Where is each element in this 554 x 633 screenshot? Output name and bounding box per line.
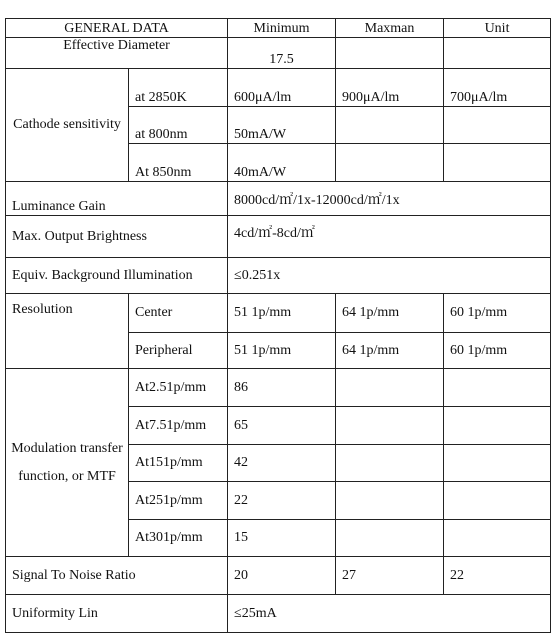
- resolution-min: 51 1p/mm: [228, 333, 336, 369]
- mtf-min: 22: [228, 482, 336, 520]
- luminance-gain-label: Luminance Gain: [6, 182, 228, 216]
- cathode-condition: at 2850K: [129, 69, 228, 107]
- mtf-frequency: At301p/mm: [129, 520, 228, 557]
- max-output-label: Max. Output Brightness: [6, 216, 228, 258]
- mtf-min: 15: [228, 520, 336, 557]
- snr-label: Signal To Noise Ratio: [6, 557, 228, 595]
- cathode-unit: [444, 144, 551, 182]
- cathode-unit: 700μA/lm: [444, 69, 551, 107]
- cathode-condition: At 850nm: [129, 144, 228, 182]
- effective-diameter-label: Effective Diameter: [6, 38, 228, 69]
- cathode-min: 600μA/lm: [228, 69, 336, 107]
- mtf-frequency: At2.51p/mm: [129, 369, 228, 407]
- mtf-frequency: At7.51p/mm: [129, 407, 228, 445]
- mtf-min: 86: [228, 369, 336, 407]
- cathode-min: 50mA/W: [228, 107, 336, 144]
- uniformity-row: [6, 595, 551, 633]
- uniformity-value: ≤25mA: [228, 595, 551, 633]
- mtf-unit: [444, 369, 551, 407]
- cathode-unit: [444, 107, 551, 144]
- max-output-value: 4cd/㎡-8cd/㎡: [228, 216, 551, 258]
- header-minimum: Minimum: [228, 19, 336, 38]
- resolution-label: Resolution: [6, 294, 129, 369]
- effective-diameter-unit: [444, 38, 551, 69]
- resolution-max: 64 1p/mm: [336, 333, 444, 369]
- mtf-frequency: At151p/mm: [129, 445, 228, 482]
- ebi-value: ≤0.251x: [228, 258, 551, 294]
- resolution-min: 51 1p/mm: [228, 294, 336, 333]
- effective-diameter-value: 17.5: [228, 38, 336, 69]
- cathode-max: 900μA/lm: [336, 69, 444, 107]
- cathode-max: [336, 144, 444, 182]
- mtf-row: [6, 369, 551, 407]
- cathode-max: [336, 107, 444, 144]
- max-output-row: [6, 216, 551, 258]
- effective-diameter-max: [336, 38, 444, 69]
- general-data-table: [5, 18, 551, 633]
- mtf-min: 65: [228, 407, 336, 445]
- mtf-unit: [444, 482, 551, 520]
- luminance-gain-value: 8000cd/㎡/1x-12000cd/㎡/1x: [228, 182, 551, 216]
- snr-max: 27: [336, 557, 444, 595]
- uniformity-label: Uniformity Lin: [6, 595, 228, 633]
- resolution-unit: 60 1p/mm: [444, 333, 551, 369]
- mtf-max: [336, 520, 444, 557]
- snr-row: [6, 557, 551, 595]
- mtf-max: [336, 445, 444, 482]
- resolution-max: 64 1p/mm: [336, 294, 444, 333]
- snr-unit: 22: [444, 557, 551, 595]
- mtf-unit: [444, 407, 551, 445]
- mtf-max: [336, 407, 444, 445]
- cathode-condition: at 800nm: [129, 107, 228, 144]
- mtf-max: [336, 369, 444, 407]
- cathode-min: 40mA/W: [228, 144, 336, 182]
- ebi-row: [6, 258, 551, 294]
- header-general-data: GENERAL DATA: [6, 19, 228, 38]
- luminance-gain-row: [6, 182, 551, 216]
- mtf-frequency: At251p/mm: [129, 482, 228, 520]
- cathode-sensitivity-label: Cathode sensitivity: [6, 69, 129, 182]
- snr-min: 20: [228, 557, 336, 595]
- resolution-row: [6, 294, 551, 333]
- header-unit: Unit: [444, 19, 551, 38]
- ebi-label: Equiv. Background Illumination: [6, 258, 228, 294]
- mtf-label: Modulation transfer function, or MTF: [6, 369, 129, 557]
- mtf-unit: [444, 445, 551, 482]
- resolution-unit: 60 1p/mm: [444, 294, 551, 333]
- header-maxman: Maxman: [336, 19, 444, 38]
- mtf-unit: [444, 520, 551, 557]
- effective-diameter-row: [6, 38, 551, 69]
- resolution-position: Peripheral: [129, 333, 228, 369]
- mtf-max: [336, 482, 444, 520]
- mtf-min: 42: [228, 445, 336, 482]
- cathode-row: [6, 69, 551, 107]
- header-row: [6, 19, 551, 38]
- resolution-position: Center: [129, 294, 228, 333]
